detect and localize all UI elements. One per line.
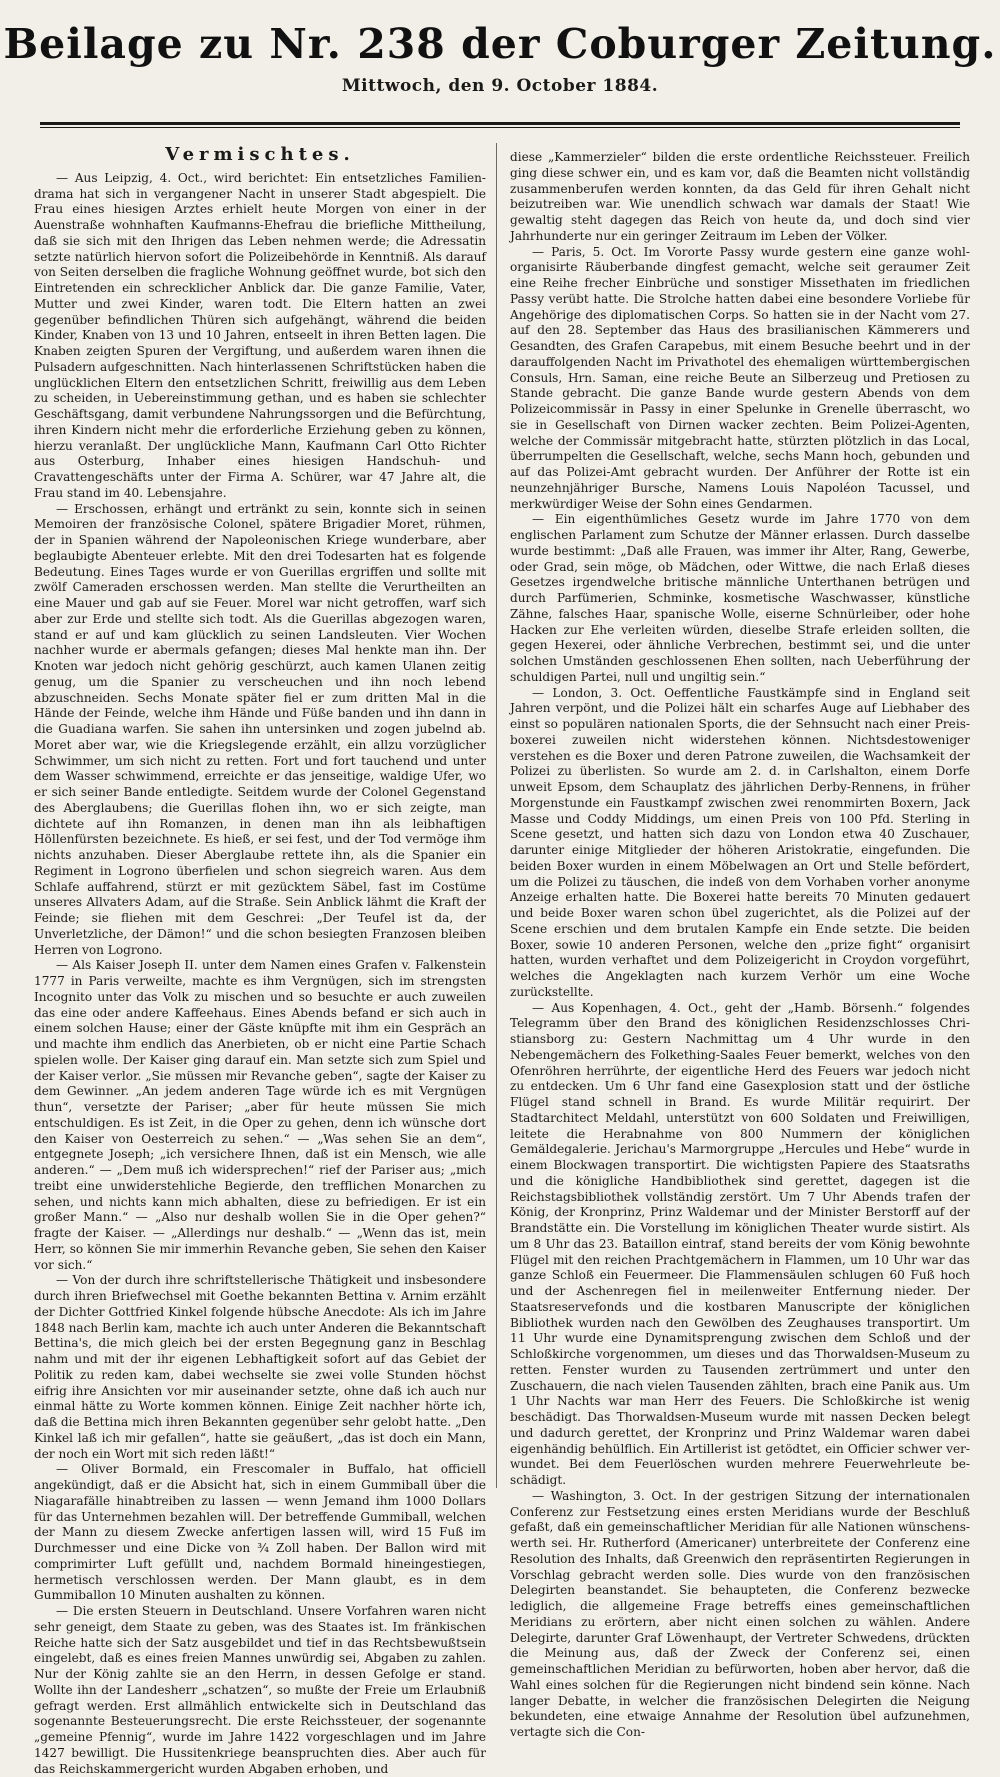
article-kopenhagen: — Aus Kopenhagen, 4. Oct., geht der „Hamb. Börsenh.“ folgendes Telegramm über den Brand des königlichen Residenzschlosses Christiansborg zu: Gestern Nachmittag um 4 Uhr wurde in den Nebengemächern des Folkething-Saales Feuer bemerkt, welches von den Ofenröhren herrührte, der eigentliche Herd des Feuers war jedoch nicht zu entdecken. Um 6 Uhr fand eine Gasexplosion statt und der östliche Flügel stand schnell in Brand. Es wurde Militär requirirt. Der Stadtarchitect Meldahl, unterstützt von 600 Soldaten und Freiwilligen, leitete die Herabnahme von 800 Nummern der königlichen Gemäldegalerie. Jerichau's Marmorgruppe „Hercules und Hebe“ wurde in einem Blockwagen transportirt. Die wichtigsten Papiere des Staatsraths und die königliche Handbibliothek sind gerettet, dagegen ist die Reichstagsbibliothek vollständig zerstört. Um 7 Uhr Abends trafen der König, der Kronprinz, Prinz Waldemar und der Minister Berstorff auf der Brandstätte ein. Die Vorstellung im königlichen Theater wurde sistirt. Als um 8 Uhr das 23. Bataillon eintraf, stand bereits der vom König bewohnte Flügel mit den reichen Prachtgemächern in Flammen, um 10 Uhr war das ganze Schloß ein Feuermeer. Die Flammensäulen schlugen 60 Fuß hoch und der Aschenregen fiel in meilenweiter Entfernung nieder. Der Staatsreservefonds und die kostbaren Manuscripte der königlichen Bibliothek wurden nach den Gewölben des Zeughauses transportirt. Um 11 Uhr wurde eine Dynamitsprengung zwischen dem Schloß und der Schloßkirche vorgenommen, um dieses und das Thorwaldsen-Museum zu retten. Fenster wurden zu Tausenden zertrümmert und unter den Zuschauern, die nach vielen Tausenden zählten, brach eine Panik aus. Um 1 Uhr Nachts war man Herr des Feuers. Die Schloßkirche ist wenig beschädigt. Das Thorwaldsen-Museum wurde mit nassen Decken belegt und dadurch gerettet, der Kronprinz und Prinz Waldemar waren dabei eigenhändig behülflich. Ein Artillerist ist getödtet, ein Officier schwer verwundet. Bei dem Feuerlöschen wurden mehrere Feuerwehrleute beschädigt. [510, 1000, 970, 1487]
article-moret: — Erschossen, erhängt und ertränkt zu sein, konnte sich in seinen Memoiren der französische Colonel, spätere Brigadier Moret, rühmen, der in Spanien während der Napoleonischen Kriege wunderbare, aber beglaubigte Abenteuer erlebte. Mit den drei Todesarten hat es folgende Bedeutung. Eines Tages wurde er von Guerillas ergriffen und sollte mit zwölf Cameraden erschossen werden. Man stellte die Verurtheilten an eine Mauer und gab auf sie Feuer. Morel war nicht getroffen, warf sich aber zur Erde und stellte sich todt. Als die Guerillas abgezogen waren, stand er auf und kam glücklich zu seinen Landsleuten. Vier Wochen nachher wurde er abermals gefangen; dieses Mal henkte man ihn. Der Knoten war jedoch nicht gehörig geschürzt, auch kamen Ulanen zeitig genug, um die Spanier zu verscheuchen und ihn noch lebend abzuschneiden. Sechs Monate später fiel er zum dritten Mal in die Hände der Feinde, welche ihm Hände und Füße banden und ihn dann in die Guadiana warfen. Sie sahen ihn untersinken und zogen jubelnd ab. Moret aber war, wie die Kriegslegende erzählt, ein allzu vorzüglicher Schwimmer, um sich nicht zu retten. Fort und fort tauchend und unter dem Wasser schwimmend, erreichte er das jenseitige, waldige Ufer, wo er sich seiner Bande entledigte. Seitdem wurde der Colonel Gegenstand des Aberglaubens; die Guerillas flohen ihn, wo er sich zeigte, man dichtete auf ihn Romanzen, in denen man ihn als leibhaftigen Höllenfürsten bezeichnete. Es hieß, er sei fest, und der Tod vermöge ihm nichts anzuhaben. Dieser Aberglaube rettete ihn, als die Spanier ein Regiment in Logrono überfielen und schon siegreich waren. Aus dem Schlafe auffahrend, stürzt er mit gezücktem Säbel, fast im Costüme unseres Allvaters Adam, auf die Straße. Sein Anblick lähmt die Kraft der Feinde; sie fliehen mit dem Geschrei: „Der Teufel ist da, der Unverletzliche, der Dämon!“ und die schon besiegten Franzosen bleiben Herren von Logrono. [34, 501, 486, 957]
article-leipzig: — Aus Leipzig, 4. Oct., wird berichtet: Ein entsetzliches Familiendrama hat sich in vergangener Nacht in unserer Stadt abgespielt. Die Frau eines hiesigen Arztes erhielt heute Morgen von einer in der Auenstraße wohnhaften Kaufmanns-Ehefrau die briefliche Mittheilung, daß sie sich mit den Ihrigen das Leben nehmen werde; die Adressatin setzte natürlich hiervon sofort die Polizeibehörde in Kenntniß. Als darauf von Seiten derselben die fragliche Wohnung geöffnet wurde, bot sich den Eintretenden ein schrecklicher Anblick dar. Die ganze Familie, Vater, Mutter und zwei Kinder, waren todt. Die Eltern hatten an zwei gegenüber befindlichen Thüren sich aufgehängt, während die beiden Kinder, Knaben von 13 und 10 Jahren, entseelt in ihren Betten lagen. Die Knaben zeigten Spuren der Vergiftung, und außerdem waren ihnen die Pulsadern aufgeschnitten. Nach hinterlassenen Schriftstücken haben die unglücklichen Eltern den entsetzlichen Schritt, freiwillig aus dem Leben zu scheiden, in Uebereinstimmung gethan, und es haben sie schlechter Geschäftsgang, damit verbundene Nahrungssorgen und die Befürchtung, ihren Kindern nicht mehr die erforderliche Erziehung geben zu können, hierzu veranlaßt. Der unglückliche Mann, Kaufmann Carl Otto Richter aus Osterburg, Inhaber eines hiesigen Handschuh- und Cravattengeschäfts unter der Firma A. Schürer, war 47 Jahre alt, die Frau stand im 40. Lebensjahre. [34, 170, 486, 500]
article-london: — London, 3. Oct. Oeffentliche Faustkämpfe sind in England seit Jahren verpönt, und die Polizei hält ein scharfes Auge auf Liebhaber des einst so populären nationalen Sports, die der Sehnsucht nach einer Preisboxerei zuweilen nicht widerstehen können. Nichtsdestoweniger verstehen es die Boxer und deren Patrone zuweilen, die Wachsamkeit der Polizei zu überlisten. So wurde am 2. d. in Carlshalton, einem Dorfe unweit Epsom, dem Schauplatz des jährlichen Derby-Rennens, in früher Morgenstunde ein Faustkampf zwischen zwei renommirten Boxern, Jack Masse und Coddy Middings, um einen Preis von 100 Pfd. Sterling in Scene gesetzt, und hatten sich dazu von London etwa 40 Zuschauer, darunter einige Mitglieder der höheren Aristokratie, eingefunden. Die beiden Boxer wurden in einem Möbelwagen an Ort und Stelle befördert, um die Polizei zu täuschen, die indeß von dem Vorhaben vorher anonyme Anzeige erhalten hatte. Die Boxerei hatte bereits 70 Minuten gedauert und beide Boxer waren schon übel zugerichtet, als die Polizei auf der Scene erschien und dem brutalen Kampfe ein Ende setzte. Die beiden Boxer, sowie 10 anderen Personen, welche den „prize fight“ organisirt hatten, wurden verhaftet und dem Polizeigericht in Croydon vorgeführt, welches die Angeklagten nach kurzem Verhör um eine Woche zurückstellte. [510, 685, 970, 999]
issue-date: Mittwoch, den 9. October 1884. [341, 76, 659, 96]
article-kaiser-joseph: — Als Kaiser Joseph II. unter dem Namen eines Grafen v. Falkenstein 1777 in Paris verweilte, machte es ihm Vergnügen, sich im strengsten Incognito unter das Volk zu mischen und so besuchte er auch zuweilen das eine oder andere Kaffeehaus. Eines Abends befand er sich auch in einem solchen Hause; einer der Gäste knüpfte mit ihm ein Gespräch an und machte ihm endlich das Anerbieten, ob er nicht eine Partie Schach spielen wolle. Der Kaiser ging darauf ein. Man setzte sich zum Spiel und der Kaiser verlor. „Sie müssen mir Revanche geben“, sagte der Kaiser zu dem Gewinner. „An jedem anderen Tage würde ich es mit Vergnügen thun“, versetzte der Pariser; „aber für heute müssen Sie mich entschuldigen. Es ist Zeit, in die Oper zu gehen, denn ich wünsche dort den Kaiser von Oesterreich zu sehen.“ — „Was sehen Sie an dem“, entgegnete Joseph; „ich versichere Ihnen, daß ist ein Mensch, wie alle anderen.“ — „Dem muß ich widersprechen!“ rief der Pariser aus; „mich treibt eine unwiderstehliche Begierde, den trefflichen Monarchen zu sehen, und nichts kann mich abhalten, diese zu befriedigen. Er ist ein großer Mann.“ — „Also nur deshalb wollen Sie in die Oper gehen?“ fragte der Kaiser. — „Allerdings nur deshalb.“ — „Wenn das ist, mein Herr, so können Sie mir immerhin Revanche geben, Sie sehen den Kaiser vor sich.“ [34, 958, 486, 1272]
article-paris: — Paris, 5. Oct. Im Vororte Passy wurde gestern eine ganze wohlorganisirte Räuberbande dingfest gemacht, welche seit geraumer Zeit eine Reihe frecher Einbrüche und sonstiger Missethaten im friedlichen Passy verübt hatte. Die Strolche hatten dabei eine besondere Vorliebe für Angehörige des diplomatischen Corps. So hatten sie in der Nacht vom 27. auf den 28. September das Haus des brasilianischen Kämmerers und Gesandten, des Grafen Carapebus, mit einem Besuche beehrt und in der darauffolgenden Nacht im Privathotel des ehemaligen württembergischen Consuls, Hrn. Saman, eine reiche Beute an Silberzeug und Pretiosen zu Stande gebracht. Die ganze Bande wurde gestern Abends von dem Polizeicommissär in Passy in einer Spelunke in Grenelle überrascht, wo sie in Gesellschaft von Dirnen wacker zechten. Beim Polizei-Agenten, welche der Commissär mitgebracht hatte, stürzten plötzlich in das Local, überrumpelten die Gesellschaft, welche, sechs Mann hoch, gebunden und auf das Polizei-Amt gebracht wurden. Der Anführer der Rotte ist ein neunzehnjähriger Bursche, Namens Louis Napoléon Tacussel, und merkwürdiger Weise der Sohn eines Gendarmen. [510, 244, 970, 511]
masthead-rule-thick [40, 122, 960, 125]
article-steuern-continued: diese „Kammerzieler“ bilden die erste ordentliche Reichssteuer. Freilich ging diese schwer ein, und es kam vor, daß die Beamten nicht vollständig zusammenberufen werden konnten, da das Geld für ihren Gehalt nicht beizutreiben war. Wie unendlich schwach war damals der Staat! Wie gewaltig steht dagegen das Reich von heute da, und doch sind vier Jahrhunderte nur ein geringer Zeitraum im Leben der Völker. [510, 150, 970, 243]
article-bettina: — Von der durch ihre schriftstellerische Thätigkeit und insbesondere durch ihren Briefwechsel mit Goethe bekannten Bettina v. Arnim erzählt der Dichter Gottfried Kinkel folgende hübsche Anecdote: Als ich im Jahre 1848 nach Berlin kam, machte ich auch unter Anderen die Bekanntschaft Bettina's, die mich gleich bei der ersten Begegnung ganz in Beschlag nahm und mit der ihr eigenen Lebhaftigkeit sofort auf das Gebiet der Politik zu reden kam, dabei wechselte sie zwei volle Stunden höchst eifrig ihre Ansichten vor mir auseinander setzte, ohne daß ich auch nur einmal hätte zu Worte kommen können. Einige Zeit nachher hörte ich, daß die Bettina mich ihren Bekannten gegenüber sehr gelobt hatte. „Den Kinkel laß ich mir gefallen“, hatte sie geäußert, „das ist doch ein Mann, der noch ein Wort mit sich reden läßt!“ [34, 1273, 486, 1461]
section-title: Vermischtes. [165, 144, 355, 165]
article-washington: — Washington, 3. Oct. In der gestrigen Sitzung der internationalen Conferenz zur Festsetzung eines ersten Meridians wurde der Beschluß gefaßt, daß ein gemeinschaftlicher Meridian für alle Nationen wünschenswerth sei. Hr. Rutherford (Americaner) unterbreitete der Conferenz eine Resolution des Inhalts, daß Greenwich den repräsentirten Regierungen in Vorschlag gebracht werden solle. Dies wurde von den französischen Delegirten beanstandet. Sie behaupteten, die Conferenz bezwecke lediglich, die allgemeine Frage betreffs eines gemeinschaftlichen Meridians zu erörtern, aber nicht einen solchen zu wählen. Andere Delegirte, darunter Graf Löwenhaupt, der Vertreter Schwedens, drückten die Meinung aus, daß der Zweck der Conferenz sei, einen gemeinschaftlichen Meridian zu befürworten, hoben aber hervor, daß die Wahl eines solchen für die Regierungen nicht bindend sein könne. Nach langer Debatte, in welcher die französischen Delegirten die Neigung bekundeten, eine etwaige Annahme der Resolution übel aufzunehmen, vertagte sich die Con- [510, 1488, 970, 1739]
article-steuern: — Die ersten Steuern in Deutschland. Unsere Vorfahren waren nicht sehr geneigt, dem Staate zu geben, was des Staates ist. Im fränkischen Reiche hatte sich der Satz ausgebildet und tief in das Rechtsbewußtsein eingelebt, daß es eines freien Mannes unwürdig sei, Abgaben zu zahlen. Nur der König zahlte sie an den Herrn, in dessen Gefolge er stand. Wollte ihn der Landesherr „schatzen“, so mußte der Freie um Erlaubniß gefragt werden. Erst allmählich entwickelte sich in Deutschland das sogenannte Besteuerungsrecht. Die erste Reichssteuer, der sogenannte „gemeine Pfennig“, wurde im Jahre 1422 vorgeschlagen und im Jahre 1427 bewilligt. Die Hussitenkriege beanspruchten dies. Aber auch für das Reichskammergericht wurden Abgaben erhoben, und [34, 1604, 486, 1776]
column-divider [496, 143, 497, 1488]
masthead [0, 20, 1000, 96]
article-gummiball: — Oliver Bormald, ein Frescomaler in Buffalo, hat officiell angekündigt, daß er die Absicht hat, sich in einem Gummiball über die Niagarafälle hinabtreiben zu lassen — wenn Jemand ihm 1000 Dollars für das Unternehmen bezahlen will. Der betreffende Gummiball, welchen der Mann zu diesem Zwecke anfertigen lassen will, wird 15 Fuß im Durchmesser und eine Dicke von ¾ Zoll haben. Der Ballon wird mit comprimirter Luft gefüllt und, nachdem Bormald hineingestiegen, hermetisch verschlossen werden. Der Mann glaubt, es in dem Gummiballon 10 Minuten aushalten zu können. [34, 1462, 486, 1603]
masthead-rule-thin [40, 127, 960, 128]
article-gesetz-1770: — Ein eigenthümliches Gesetz wurde im Jahre 1770 von dem englischen Parlament zum Schutze der Männer erlassen. Durch dasselbe wurde bestimmt: „Daß alle Frauen, was immer ihr Alter, Rang, Gewerbe, oder Grad, sein möge, ob Mädchen, oder Wittwe, die nach Erlaß dieses Gesetzes irgendwelche britische männliche Unterthanen betrügen und durch Parfümerien, Schminke, kosmetische Waschwasser, künstliche Zähne, falsches Haar, spanische Wolle, eiserne Schnürleiber, oder hohe Hacken zur Ehe verleiten würden, dieselbe Strafe erleiden sollten, die gegen Hexerei, oder ähnliche Verbrechen, bestimmt sei, und die unter solchen Umständen geschlossenen Ehen sollten, nach Ueberführung der schuldigen Partei, null und ungiltig sein.“ [510, 512, 970, 684]
left-column [34, 143, 486, 1776]
right-column [510, 150, 970, 1739]
newspaper-title: Beilage zu Nr. 238 der Coburger Zeitung. [3, 20, 997, 68]
